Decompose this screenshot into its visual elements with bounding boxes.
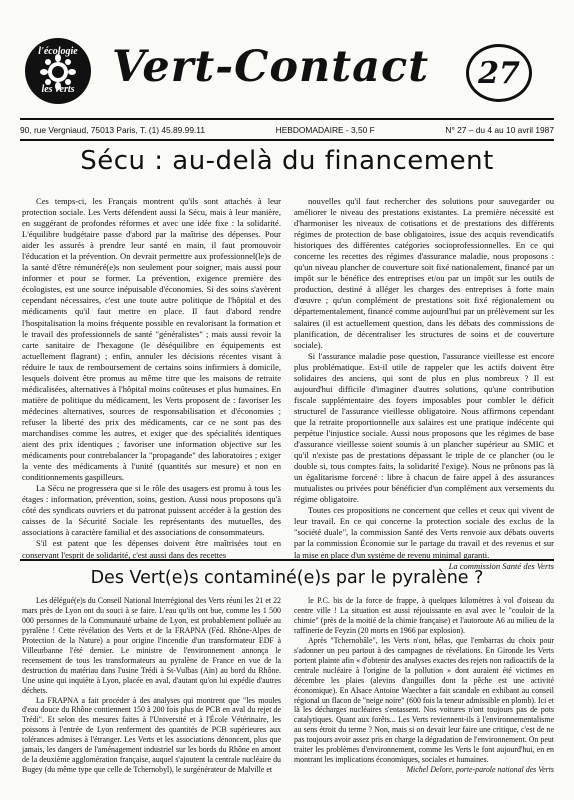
article-paragraph: Toutes ces propositions ne concernent que celles et ceux qui vivent de leur travail. En ce qui concerne la protection sociale des exclus de la "société duale", la commission Santé des Verts renvoie aux débats ouverts par la commission Économie sur le partage du travail et des revenus et sur la mise en place d'un système de revenu minimal garanti. bbox=[294, 505, 554, 560]
article-paragraph: le P.C. bis de la force de frappe, à quelques kilomètres à vol d'oiseau du centre ville ! La situation est aussi réjouissante en aval avec le "couloir de la chimie" (près de la moitié de la chimie française) et l'autoroute A6 au milieu de la raffinerie de Feyzin (20 morts en 1966 par explosion). bbox=[294, 596, 554, 635]
issue-date-text: N° 27 – du 4 au 10 avril 1987 bbox=[445, 125, 554, 135]
article-paragraph: nouvelles qu'il faut rechercher des solutions pour sauvegarder ou améliorer le niveau des prestations existantes. La première nécessité est d'harmoniser les niveaux de cotisations et de prestations des différents régimes de protection de base obligatoires, issue des acquis revendicatifs historiques des différentes catégories socioprofessionnelles. En ce qui concerne les recettes des régimes d'assurance maladie, nous proposons : qu'un niveau plancher de couverture soit fixé nationalement, financé par un impôt sur le bénéfice des entreprises et/ou par un impôt sur les outils de production, destiné à alléger les charges des entreprises à forte main d'œuvre ; qu'un complément de prestations soit fixé régionalement ou départementalement, financé comme aujourd'hui par un prélèvement sur les salaires (il est actuellement question, dans les débats des commissions de planification, de décentraliser les structures de soins et de couverture sociale). bbox=[294, 196, 554, 350]
ecologie-les-verts-logo bbox=[25, 38, 91, 104]
newspaper-title: Vert-Contact bbox=[112, 42, 430, 92]
article-paragraph: Si l'assurance maladie pose question, l'assurance vieillesse est encore plus problématique. Est-il utile de rappeler que les actifs doivent être solidaires des anciens, qui sont de plus en plus nombreux ? Il est aujourd'hui difficile d'imaginer d'autres solutions, qu'une contribution fiscale supplémentaire des foyers imposables pour combler le déficit structurel de l'assurance vieillesse obligatoire. Nous affirmons cependant que la retraite proportionnelle aux salaires est une pratique indécente qui perpétue l'injustice sociale. Aussi nous proposons que les régimes de base d'assurance vieillesse soient soumis à un plancher supérieur au SMIC et qu'il n'existe pas de prestations dépassant le triple de ce plancher (ou le double si, tous comptes faits, la solidarité l'exige). Nous ne prônons pas là un égalitarisme forcené : libre à chacun de faire appel à des assurances mutualistes ou privées pour bénéficier d'un complément aux versements du régime obligatoire. bbox=[294, 350, 554, 505]
article-1-left-column bbox=[22, 196, 281, 560]
article-2-signature: Michel Delore, porte-parole national des Verts bbox=[406, 765, 554, 775]
masthead-divider bbox=[20, 118, 554, 120]
logo-text-top: l'écologie bbox=[38, 46, 78, 57]
article-paragraph: La Sécu ne progressera que si le rôle des usagers est promu à tous les étages : information, prévention, soins, gestion. Aussi nous proposons qu'à côté des syndicats ouvriers et du patronat puissent accéder à la gestion des caisses de la Sécurité Sociale les représentants des mutuelles, des associations à caractère familial et des associations de consommateurs. bbox=[22, 483, 281, 538]
article-2-headline: Des Vert(e)s contaminé(e)s par le pyralène ? bbox=[90, 568, 484, 588]
article-paragraph: S'il est patent que les dépenses doivent être maîtrisées tout en conservant l'esprit de solidarité, c'est aussi dans des recettes bbox=[22, 538, 281, 560]
article-divider bbox=[20, 559, 554, 561]
frequency-price-text: HEBDOMADAIRE - 3,50 F bbox=[275, 125, 375, 135]
article-paragraph: Les délégué(e)s du Conseil National Interrégional des Verts réuni les 21 et 22 mars près de Lyon ont du souci à se faire. L'eau qu'ils ont bue, comme les 1 500 000 personnes de la Communauté urbaine de Lyon, est probablement polluée au pyralène ! Cette révélation des Verts et de la FRAPNA (Féd. Rhône-Alpes de Protection de la Nature) a pour origine l'incendie d'un transformateur EDF à Villeurbanne l'été dernier. Le ministre de l'environnement annonça le recensement de tous les transformateurs au pyralène de France en vue de la destruction du matériau dans l'usine Trédi à St-Vulbas (Ain) au bord du Rhône. Une usine qui inquiète à Lyon, placée en aval, d'autant qu'on lui expédie d'autres déchets. bbox=[22, 596, 281, 695]
article-1-right-column bbox=[294, 196, 554, 571]
issue-number-badge: 27 bbox=[466, 44, 532, 102]
article-paragraph: Ces temps-ci, les Français montrent qu'ils sont attachés à leur protection sociale. Les Verts défendent aussi la Sécu, mais à leur manière, en suggérant de profondes réformes et avec une idée fixe : la solidarité. L'équilibre budgétaire passe d'abord par la maîtrise des dépenses. Pour aider les assurés à prendre leur santé en main, il faut promouvoir l'éducation et la prévention. On devrait permettre aux professionnel(le)s de la santé d'être rémunéré(e)s non seulement pour soigner, mais aussi pour informer et pour se former. La prévention, exigence première des écologistes, est une source inépuisable d'économies. Si des soins s'avèrent cependant nécessaires, c'est une toute autre politique de l'hôpital et des médicaments qu'il faut mettre en place. Il faut d'abord rendre l'hospitalisation la moins fréquente possible en revalorisant la formation et le travail des professionnels de santé "généralistes" ; mais aussi revoir la carte sanitaire de l'hexagone (le déséquilibre en équipements est actuellement flagrant) ; enfin, annuler les décisions récentes visant à réduire le taux de remboursement de certains soins infirmiers à domicile, lesquels doivent être promus au même titre que les maisons de retraite médicalisées, alternatives à l'hôpital moins coûteuses et plus humaines. En matière de politique du médicament, les Verts proposent de : favoriser les médecines alternatives, sources de responsabilisation et d'économies ; refuser la liberté des prix des médicaments, car ce ne sont pas des marchandises comme les autres, et exiger que des spécialités identiques aient des prix identiques ; favoriser une information objective sur les médicaments pour contrebalancer la "propagande" des laboratoires ; exiger la vente des médicaments à l'unité (quantités sur mesure) et non en conditionnements gaspilleurs. bbox=[22, 196, 281, 483]
info-bar bbox=[20, 125, 554, 135]
article-2-right-column bbox=[294, 596, 554, 794]
article-1-headline: Sécu : au-delà du financement bbox=[80, 146, 494, 176]
article-2-left-column bbox=[22, 596, 281, 794]
address-text: 90, rue Vergniaud, 75013 Paris, T. (1) 45.89.99.11 bbox=[20, 125, 205, 135]
article-paragraph: Après "Tchernobâle", les Verts n'ont, hélas, que l'embarras du choix pour s'adonner un peu partout à des campagnes de révélations. En Gironde les Verts portent plainte afin « d'obtenir des analyses exactes des rejets non radioactifs de la centrale nucléaire à l'origine de la pollution » dont auraient été victimes en décembre les plaies (alevins d'anguilles dont la pêche est une activité économique). En Alsace Antoine Waechter a fait scandale en exhibant au conseil régional un flacon de "neige noire" (600 fois la teneur admissible en plomb). Ici et là les décharges nucléaires s'entassent. Nos voitures n'ont toujours pas de pots catalytiques. Quant aux forêts... Les Verts reviennent-ils à l'environnementalisme au sens étroit du terme ? Non, mais si on devait leur faire une critique, c'est de ne pas toujours avoir assez pris en charge la dégradation de l'environnement. On peut traiter les problèmes d'environnement, comme les Verts le font aujourd'hui, en en montrant les implications économiques, sociales et humaines. bbox=[294, 635, 554, 765]
article-paragraph: La FRAPNA a fait procéder à des analyses qui montrent que "les moules d'eau douce du Rhône contiennent 150 à 200 fois plus de PCB en aval du rejet de Trédi". Et selon des mesures faites à l'Université et à l'École Vétérinaire, les poissons à l'entrée de Lyon renferment des quantités de PCB supérieures aux tolérances admises à l'étranger. Les Verts et les associations dénoncent, plus que jamais, les dangers de l'aménagement industriel sur les bords du Rhône en amont de la deuxième agglomération française, auquel s'ajoutent la centrale nucléaire du Bugey (du même type que celle de Tchernobyl), le surgénérateur de Malville et bbox=[22, 695, 281, 775]
info-bar-divider bbox=[20, 139, 554, 141]
logo-text-bottom: les verts bbox=[41, 84, 75, 95]
article-1-signature: La commission Santé des Verts bbox=[448, 560, 554, 571]
